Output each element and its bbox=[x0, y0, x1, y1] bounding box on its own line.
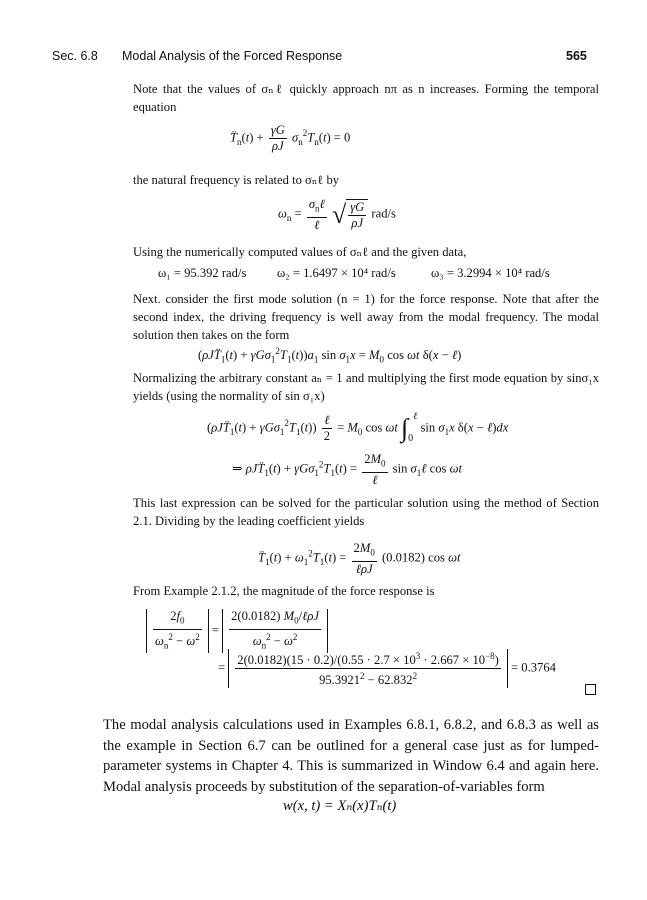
omega-1: ω₁ = 95.392 rad/s bbox=[158, 266, 247, 280]
end-of-example-box bbox=[585, 684, 596, 695]
equation-temporal: $T̈_n(t)$ + $\frac{\gamma G}{\rho J}$ $\sigma_n^2T_n(t) = 0$ bbox=[230, 123, 351, 153]
body-paragraph: The modal analysis calculations used in Examples 6.8.1, 6.8.2, and 6.8.3 as well as the example in Section 6.7 can be outlined for a general case just as for lumped-parameter systems in Chapter 4. This is summarized in Window 6.4 and again here. Modal analysis proceeds by substitution of the separation-of-variables form bbox=[103, 717, 599, 795]
paragraph-7: From Example 2.1.2, the magnitude of the force response is bbox=[133, 584, 435, 598]
omega-2: ω₂ = 1.6497 × 10⁴ rad/s bbox=[277, 266, 396, 280]
equation-magnitude-2: = $\frac{2(0.0182)(15 \cdot 0.2)/(0.55 \cdot 2.7 \times 10^3 \cdot 2.667 \times 10^{-8})}{95.3921^2 - 62.832^2}$ = 0.3764 bbox=[218, 651, 556, 688]
equation-implies: ⇒ $\rho JT̈_1(t) + \gamma G\sigma_1^2T_1(t)$ = $\frac{2M_0}{\text{ℓ}}$ $\sin \sigma_1\ell$ cos ωt bbox=[232, 452, 462, 487]
omega-3: ω₃ = 3.2994 × 10⁴ rad/s bbox=[431, 266, 550, 280]
equation-separation-of-variables: w(x, t) = Xₙ(x)Tₙ(t) bbox=[283, 798, 397, 814]
equation-normalized: $(\rho JT̈_1(t) + \gamma G\sigma_1^2T_1(t))$ $\frac{\text{ℓ}}{2}$ = $M_0$ cos ωt $\int_0^\ell$ $\sin \sigma_1x$ δ(x − ℓ)dx bbox=[207, 411, 509, 445]
equation-natural-frequency: $\omega_n$ = $\frac{\sigma_n\ell}{\text{ℓ}}$ √ $\frac{\gamma G}{\rho J}$ rad/s bbox=[278, 197, 396, 232]
running-title: Modal Analysis of the Forced Response bbox=[122, 49, 343, 63]
magnitude-result: = 0.3764 bbox=[511, 660, 556, 675]
paragraph-6: This last expression can be solved for the particular solution using the method of Section 2.1. Dividing by the leading coefficient yields bbox=[133, 496, 599, 528]
paragraph-4: Next. consider the first mode solution (n = 1) for the force response. Note that after the second index, the driving frequency is well away from the modal frequency. The modal solution then takes on the form bbox=[133, 292, 599, 342]
paragraph-5: Normalizing the arbitrary constant aₙ = 1 and multiplying the first mode equation by sinσ₁x yields (using the normality of sin σ₁x) bbox=[133, 371, 599, 403]
equation-magnitude-1: $\frac{2f_0}{\omega_n^2 - \omega^2}$ = $\frac{2(0.0182) M_0/\ell\rho J}{\omega_n^2 - \omega^2}$ bbox=[146, 609, 328, 653]
paragraph-2: the natural frequency is related to σₙℓ by bbox=[133, 173, 340, 187]
paragraph-3: Using the numerically computed values of σₙℓ and the given data, bbox=[133, 245, 467, 259]
paragraph-1: Note that the values of σₙℓ quickly approach nπ as n increases. Forming the temporal equation bbox=[133, 82, 599, 114]
equation-modal-form: $(\rho JT̈_1(t) + \gamma G\sigma_1^2T_1(t))a_1$ $\sin \sigma_1x = M_0$ cos ωt δ(x − ℓ) bbox=[198, 346, 462, 365]
section-label: Sec. 6.8 bbox=[52, 49, 98, 63]
equation-leading-coefficient: $T̈_1(t) + \omega_1^2T_1(t)$ = $\frac{2M_0}{\text{ℓρJ}}$ (0.0182) cos ωt bbox=[258, 541, 461, 576]
page-number: 565 bbox=[566, 49, 587, 63]
